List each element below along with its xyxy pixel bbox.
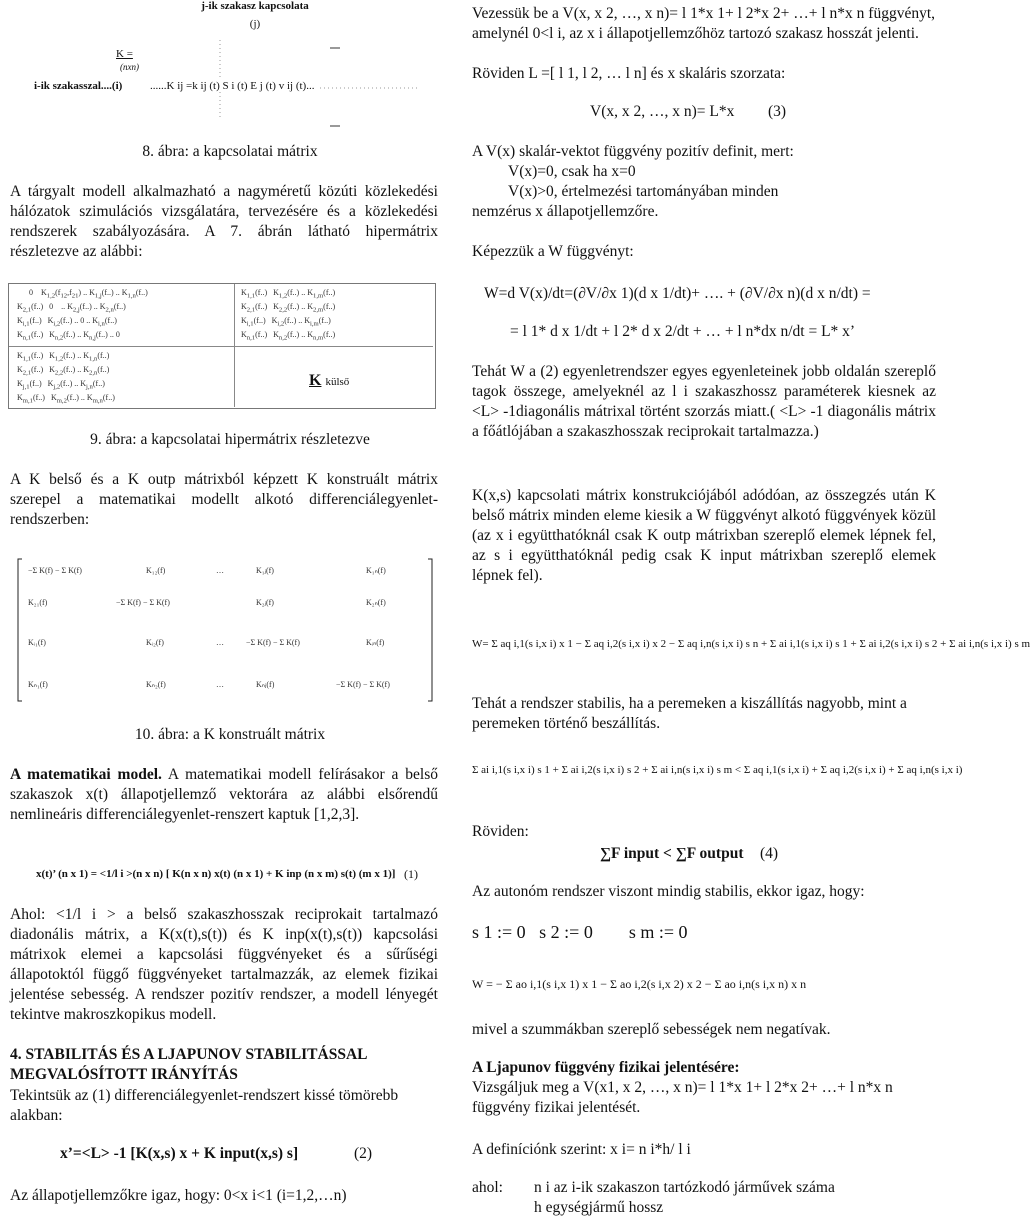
fig8-col-label-2: (j) [249,18,261,30]
svg-text:K₂ⱼ(f): K₂ⱼ(f) [256,598,274,607]
fig8-caption: 8. ábra: a kapcsolatai mátrix [142,143,318,160]
left-para-2: A K belső és a K outp mátrixból képzett K konstruált mátrix szerepel a matematikai modellt alkotó differenciálegyenlet-rendszerben: [10,471,438,528]
model-heading: A matematikai model. [10,766,162,783]
equation-inequality: Σ ai i,1(s i,x i) s 1 + Σ ai i,2(s i,x i) s 2 + Σ ai i,n(s i,x i) s m < Σ aq i,1(s i,x i) + Σ aq i,2(s i,x i) + Σ aq i,n(s i,x i) [472,764,963,776]
svg-text:Kᵢ₁(f): Kᵢ₁(f) [28,638,46,647]
svg-text:−Σ K(f) − Σ K(f): −Σ K(f) − Σ K(f) [246,638,300,647]
svg-text:…: … [216,566,224,575]
equation-w-3: W = − Σ ao i,1(s i,x 1) x 1 − Σ ao i,2(s i,x 2) x 2 − Σ ao i,n(s i,x n) x n [472,977,807,991]
right-para-6: Tehát a rendszer stabilis, ha a peremeken a kiszállítás nagyobb, mint a peremeken történő beszállítás. [472,695,907,732]
svg-text:Kₙ₂(f): Kₙ₂(f) [146,680,166,689]
equation-3-number: (3) [768,103,787,120]
fig9-caption: 9. ábra: a kapcsolatai hipermátrix részletezve [90,431,370,448]
svg-text:−Σ K(f) − Σ K(f): −Σ K(f) − Σ K(f) [116,598,170,607]
right-para-7: Röviden: [472,823,529,840]
fig9-block-inp: $K_{1,1}(f..)$ $K_{1,2}(f..)$ .. $K_{1,n}(f..)$ $K_{2,1}(f..)$ $K_{2,2}(f..)$ .. $K_{2,n}(f..)$ $K_{j,1}(f..)$ $K_{j,2}(f..)$ .. $K_{j,n}(f..)$ $K_{m,1}(f..)$ $K_{m,2}(f..)$ .. $K_{m,n}(f..)$ [9,347,235,407]
left-para-4: Ahol: <1/l i > a belső szakaszhosszak reciprokait tartalmazó diadonális mátrix, a K(x(t),s(t)) és K inp(x(t),s(t)) kapcsolási mátrixok elemei a kapcsolási függvényeket és a sűrűségi állapotoktól függő függvényeket tartalmazzák, az elemek fizikai jelentése sebesség. A rendszer pozitív rendszer, a modell lényegét tekintve makroszkopikus modell. [10,906,438,1023]
right-para-2a: A V(x) skalár-vektot függvény pozitív definit, mert: [472,143,794,160]
equation-s: s 1 := 0 s 2 := 0 s m := 0 [472,922,688,942]
equation-w-2: = l 1* d x 1/dt + l 2* d x 2/dt + … + l n*dx n/dt = L* x’ [510,323,856,340]
right-para-11: A definíciónk szerint: x i= n i*h/ l i [472,1141,691,1158]
fig8-matrix-brackets [20,0,440,130]
svg-text:…: … [216,680,224,689]
ahol-item-2: h egységjármű hossz [534,1199,664,1216]
svg-text:Kₙ₁(f): Kₙ₁(f) [28,680,48,689]
equation-2-number: (2) [354,1145,373,1162]
left-para-1: A tárgyalt modell alkalmazható a nagyméretű közúti közlekedési hálózatok szimulációs vizsgálatára, tervezésére és a közlekedési rendszerek szabályozására. A 7. ábrán látható hipermátrix részletezve az alábbi: [10,183,438,260]
right-para-1: Vezessük be a V(x, x 2, …, x n)= l 1*x 1+ l 2*x 2+ …+ l n*x n függvényt, amelynél 0<l i, az x i állapotjellemzőhöz tartozó szakasz hosszát jelenti. [472,5,936,42]
equation-3: V(x, x 2, …, x n)= L*x [590,103,735,120]
figure-10 [16,555,434,705]
right-para-9: mivel a szummákban szereplő sebességek nem negatívak. [472,1021,831,1038]
svg-text:K₁ₙ(f): K₁ₙ(f) [366,566,386,575]
svg-text:Kᵢ₂(f): Kᵢ₂(f) [146,638,164,647]
fig10-matrix [16,555,434,705]
model-text: A matematikai modell felírásakor a belső szakaszok x(t) állapotjellemző vektorára az alábbi elsőrendű nemlineáris differenciálegyenlet-renszert kaptuk [1,2,3]. [10,766,438,823]
fig8-k-sub: (nxn) [120,62,139,72]
right-para-5: K(x,s) kapcsolati mátrix konstrukciójából adódóan, az összegzés után K belső mátrix minden eleme kiesik a W függvényt alkotó függvények közül (az x i együtthatóknál csak K outp mátrixban szereplő elemek lépnek fel, az s i együtthatóknál pedig csak K input mátrixban szereplő elemek lépnek fel). [472,487,936,584]
svg-text:K₂ₙ(f): K₂ₙ(f) [366,598,386,607]
right-para-8: Az autonóm rendszer viszont mindig stabilis, ekkor igaz, hogy: [472,883,865,900]
left-para-5: Tekintsük az (1) differenciálegyenlet-rendszert kissé tömörebb alakban: [10,1087,399,1124]
fig9-block-inner: 0 $K_{1,2}(f_{12},f_{21})$ .. $K_{1,j}(f..)$ .. $K_{1,n}(f..)$ $K_{2,1}(f..)$ 0 .. $K_{2,j}(f..)$ .. $K_{2,n}(f..)$ $K_{i,1}(f..)$ $K_{i,2}(f..)$ .. 0 .. $K_{i,n}(f..)$ $K_{n,1}(f..)$ $K_{n,2}(f..)$ .. $K_{n,j}(f..)$ .. 0 [9,284,235,347]
figure-9 [8,283,436,409]
equation-2: x’=<L> -1 [K(x,s) x + K input(x,s) s] [60,1145,299,1162]
right-para-3: Képezzük a W függvényt: [472,243,634,260]
svg-text:Kᵢₙ(f): Kᵢₙ(f) [366,638,385,647]
equation-w-sum: W= Σ aq i,1(s i,x i) x 1 − Σ aq i,2(s i,x i) x 2 − Σ aq i,n(s i,x i) s n + Σ ai i,1(s i,x i) s 1 + Σ ai i,2(s i,x i) s 2 + Σ ai i,n(s i,x i) s m [472,638,1030,650]
section-4-heading: 4. STABILITÁS ÉS A LJAPUNOV STABILITÁSSAL MEGVALÓSÍTOTT IRÁNYÍTÁS [10,1046,367,1083]
equation-4: ∑F input < ∑F output [600,845,744,862]
svg-text:−Σ K(f) − Σ K(f): −Σ K(f) − Σ K(f) [28,566,82,575]
figure-8 [20,0,440,130]
right-para-2b: V(x)=0, csak ha x=0 [508,163,636,180]
right-para-10: Vizsgáljuk meg a V(x1, x 2, …, x n)= l 1*x 1+ l 2*x 2+ …+ l n*x n függvény fizikai jelentését. [472,1079,893,1116]
svg-text:K₂₁(f): K₂₁(f) [28,598,48,607]
fig9-k-label: K [309,372,322,389]
left-para-6: Az állapotjellemzőkre igaz, hogy: 0<x i<1 (i=1,2,…n) [10,1187,347,1204]
ljapunov-heading: A Ljapunov függvény fizikai jelentésére: [472,1059,740,1076]
right-para-4: Tehát W a (2) egyenletrendszer egyes egyenleteinek jobb oldalán szereplő tagok összege, amelyeknél az l i szakaszhossz paraméterek kiesnek az <L> -1diagonális mátrixal történt szorzás miatt.( <L> -1 diagonális mátrix a főátlójában a szakaszhosszak reciprokait tartalmazza.) [472,363,936,440]
fig9-block-outp: $K_{1,1}(f..)$ $K_{1,2}(f..)$ .. $K_{1,m}(f..)$ $K_{2,1}(f..)$ $K_{2,2}(f..)$ .. $K_{2,m}(f..)$ $K_{i,1}(f..)$ $K_{i,2}(f..)$ .. $K_{i,m}(f..)$ $K_{n,1}(f..)$ $K_{n,2}(f..)$ .. $K_{n,m}(f..)$ [235,284,433,347]
fig10-caption: 10. ábra: a K konstruált mátrix [134,726,326,743]
svg-text:Kₙⱼ(f): Kₙⱼ(f) [256,680,275,689]
right-para-2c: V(x)>0, értelmezési tartományában minden [508,183,779,200]
svg-text:K₁₂(f): K₁₂(f) [146,566,166,575]
fig9-k-sub: külső [325,376,350,388]
right-para-2d: nemzérus x állapotjellemzőre. [472,203,659,220]
fig8-k-label: K = [116,48,133,60]
equation-1-number: (1) [404,867,418,881]
ahol-item-1: n i az i-ik szakaszon tartózkodó járművek száma [534,1179,835,1196]
fig8-entry: ......K ij =k ij (t) S i (t) E j (t) v ij (t)... [150,80,315,92]
left-para-3 [10,765,438,825]
ahol-label: ahol: [472,1179,503,1196]
svg-text:…: … [216,638,224,647]
svg-text:−Σ K(f) − Σ K(f): −Σ K(f) − Σ K(f) [336,680,390,689]
equation-4-number: (4) [760,845,779,862]
equation-1: x(t)’ (n x 1) = <1/l i >(n x n) [ K(n x n) x(t) (n x 1) + K inp (n x m) s(t) (m x 1)] [36,868,396,880]
equation-w-1: W=d V(x)/dt=(∂V/∂x 1)(d x 1/dt)+ …. + (∂V/∂x n)(d x n/dt) = [484,285,871,302]
fig8-col-label: j-ik szakasz kapcsolata [201,0,309,12]
fig8-row-label: i-ik szakasszal....(i) [34,80,123,92]
right-para-1b: Röviden L =[ l 1, l 2, … l n] és x skaláris szorzata: [472,65,786,82]
svg-text:K₁ⱼ(f): K₁ⱼ(f) [256,566,274,575]
